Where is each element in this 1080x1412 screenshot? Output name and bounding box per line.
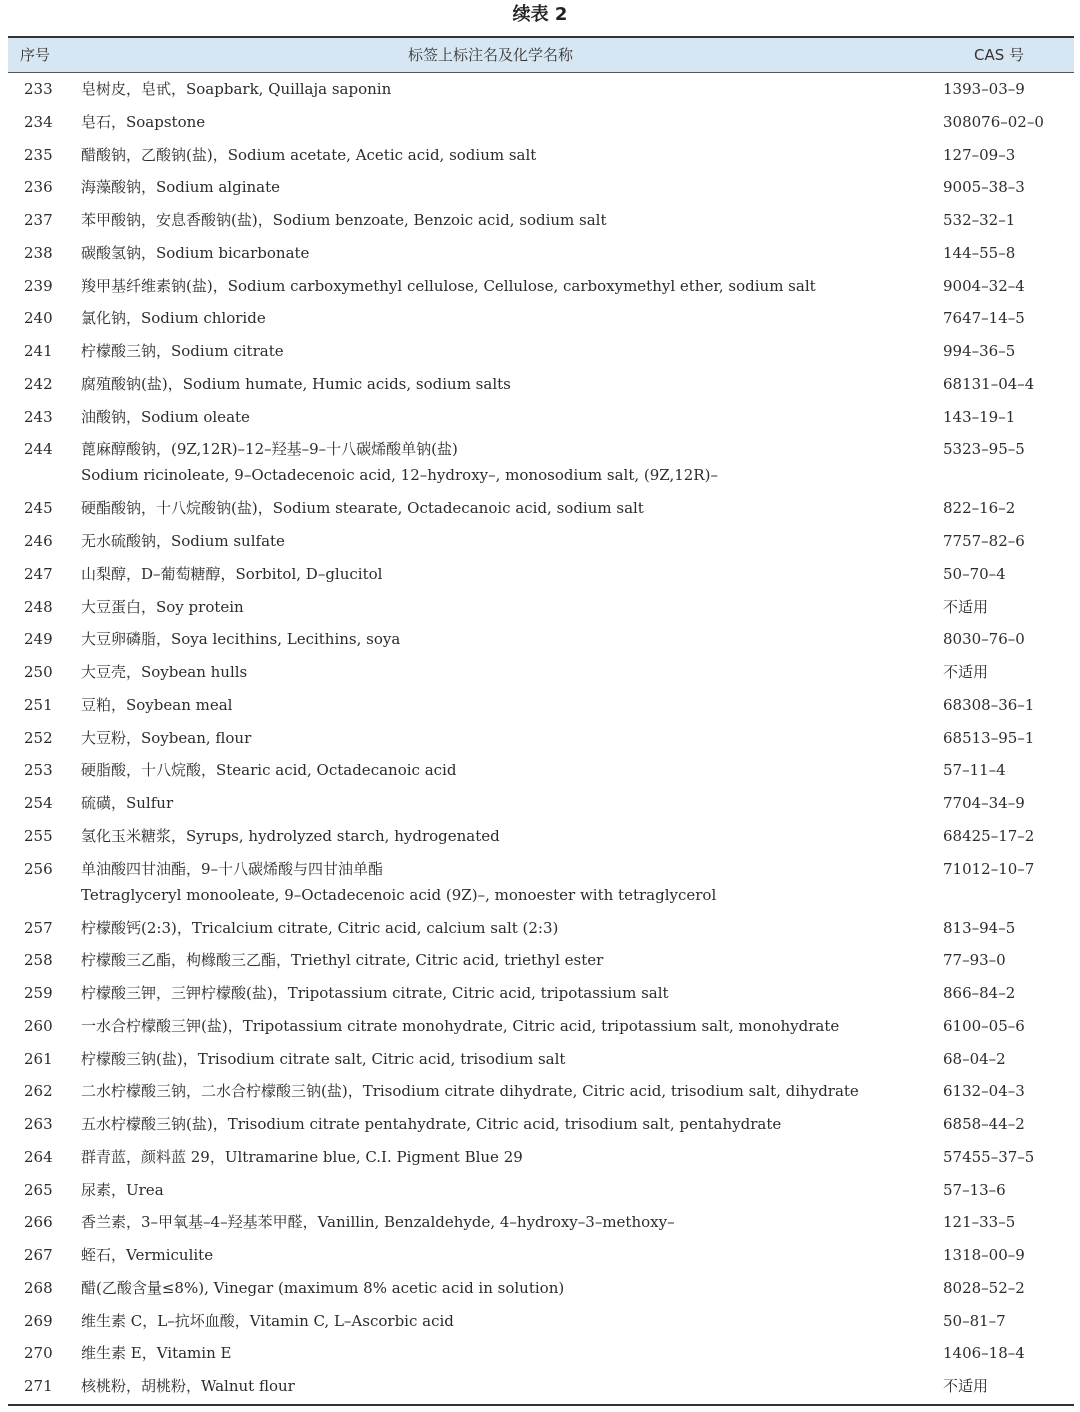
table-row [0, 1239, 1080, 1272]
row-num: 233 [24, 80, 53, 98]
row-num: 267 [24, 1246, 53, 1264]
row-name: 蓖麻醇酸钠，(9Z,12R)–12–羟基–9–十八碳烯酸单钠(盐) [81, 440, 458, 459]
row-num: 243 [24, 407, 53, 426]
row-cas: 127–09–3 [943, 145, 1016, 164]
row-name: 碳酸氢钠，Sodium bicarbonate [81, 243, 310, 262]
table-row [0, 787, 1080, 820]
row-num: 242 [24, 374, 53, 393]
row-cas: 813–94–5 [943, 918, 1016, 937]
table-row [0, 106, 1080, 139]
table-row [0, 73, 1080, 106]
row-cas: 144–55–8 [943, 243, 1016, 262]
row-name: 大豆壳，Soybean hulls [81, 663, 248, 681]
row-num: 259 [24, 984, 53, 1002]
row-name: 维生素 E，Vitamin E [81, 1344, 232, 1363]
row-num: 263 [24, 1115, 53, 1133]
row-cas: 57–13–6 [943, 1180, 1006, 1199]
row-num: 239 [24, 276, 53, 295]
row-name: 核桃粉，胡桃粉，Walnut flour [81, 1377, 295, 1395]
table-row [0, 401, 1080, 434]
row-cas: 57455–37–5 [943, 1147, 1035, 1166]
row-num: 258 [24, 951, 53, 970]
row-cas: 57–11–4 [943, 761, 1006, 780]
row-num: 251 [24, 695, 53, 714]
row-name: 单油酸四甘油酯，9–十八碳烯酸与四甘油单酯 [81, 859, 384, 878]
table-row [0, 623, 1080, 656]
row-cas: 1406–18–4 [943, 1344, 1025, 1363]
row-num: 250 [24, 663, 53, 681]
table-row [0, 1010, 1080, 1043]
row-name: 香兰素，3–甲氧基–4–羟基苯甲醛，Vanillin, Benzaldehyde, 4–hydroxy–3–methoxy– [81, 1213, 675, 1232]
row-name: 柠檬酸钙(2:3)，Tricalcium citrate, Citric acid, calcium salt (2:3) [81, 918, 559, 937]
table-title: 续表 2 [512, 4, 568, 25]
row-cas: 7757–82–6 [943, 532, 1025, 550]
row-name: 五水柠檬酸三钠(盐)，Trisodium citrate pentahydrate, Citric acid, trisodium salt, pentahydrate [81, 1115, 782, 1133]
row-name: 群青蓝，颜料蓝 29，Ultramarine blue, C.I. Pigment Blue 29 [81, 1147, 523, 1166]
table-row [0, 525, 1080, 558]
row-num: 237 [24, 211, 53, 229]
table-row [0, 139, 1080, 172]
table-row [0, 171, 1080, 204]
row-name: 硬酯酸钠，十八烷酸钠(盐)，Sodium stearate, Octadecanoic acid, sodium salt [81, 499, 644, 518]
row-num: 245 [24, 499, 53, 518]
row-name: 皂石，Soapstone [81, 112, 206, 131]
row-name: 柠檬酸三钠，Sodium citrate [81, 342, 284, 360]
row-name: 二水柠檬酸三钠，二水合柠檬酸三钠(盐)，Trisodium citrate dihydrate, Citric acid, trisodium salt, dihydrate [81, 1082, 859, 1101]
table-row [0, 368, 1080, 401]
row-num: 256 [24, 859, 53, 878]
row-num: 249 [24, 630, 53, 649]
row-name: 硬脂酸，十八烷酸，Stearic acid, Octadecanoic acid [81, 761, 457, 780]
row-cas: 9005–38–3 [943, 178, 1025, 197]
row-cas: 68425–17–2 [943, 826, 1035, 845]
table-row [0, 558, 1080, 591]
row-name: 氯化钠，Sodium chloride [81, 309, 266, 328]
row-num: 262 [24, 1082, 53, 1101]
header-cas: CAS 号 [974, 46, 1025, 64]
table-row [0, 335, 1080, 368]
row-cas: 822–16–2 [943, 499, 1016, 518]
row-name: 皂树皮，皂甙，Soapbark, Quillaja saponin [81, 80, 392, 98]
row-cas: 7704–34–9 [943, 794, 1025, 812]
row-cas: 6100–05–6 [943, 1016, 1025, 1035]
row-cas: 不适用 [943, 663, 989, 681]
row-name: 一水合柠檬酸三钾(盐)，Tripotassium citrate monohydrate, Citric acid, tripotassium salt, monohydrate [81, 1016, 840, 1035]
row-name: 蛭石，Vermiculite [81, 1246, 214, 1264]
row-name: 硫磺，Sulfur [81, 794, 174, 812]
row-num: 252 [24, 728, 53, 747]
row-num: 255 [24, 826, 53, 845]
row-cas: 143–19–1 [943, 407, 1016, 426]
row-name: 山梨醇，D–葡萄糖醇，Sorbitol, D–glucitol [81, 564, 383, 583]
table-body [0, 73, 1080, 1403]
table-row [0, 204, 1080, 237]
row-name: 海藻酸钠，Sodium alginate [81, 178, 281, 197]
table-row [0, 1370, 1080, 1403]
row-cas: 6858–44–2 [943, 1115, 1025, 1133]
row-num: 247 [24, 564, 53, 583]
row-name-line2: Sodium ricinoleate, 9–Octadecenoic acid, 12–hydroxy–, monosodium salt, (9Z,12R)– [81, 466, 718, 485]
row-cas: 77–93–0 [943, 951, 1006, 970]
row-num: 270 [24, 1344, 53, 1363]
row-name: 苯甲酸钠，安息香酸钠(盐)，Sodium benzoate, Benzoic acid, sodium salt [81, 211, 607, 229]
row-cas: 994–36–5 [943, 342, 1016, 360]
row-num: 254 [24, 794, 53, 812]
row-name: 腐殖酸钠(盐)，Sodium humate, Humic acids, sodium salts [81, 374, 511, 393]
table-row [0, 912, 1080, 945]
row-name: 油酸钠，Sodium oleate [81, 407, 250, 426]
row-num: 269 [24, 1311, 53, 1330]
row-name: 维生素 C，L–抗坏血酸，Vitamin C, L–Ascorbic acid [81, 1311, 454, 1330]
row-num: 236 [24, 178, 53, 197]
row-name: 无水硫酸钠，Sodium sulfate [81, 532, 285, 550]
row-num: 261 [24, 1049, 53, 1068]
table-bottom-rule [8, 1404, 1074, 1406]
row-name: 醋酸钠，乙酸钠(盐)，Sodium acetate, Acetic acid, sodium salt [81, 145, 537, 164]
row-name: 氢化玉米糖浆，Syrups, hydrolyzed starch, hydrogenated [81, 826, 500, 845]
row-cas: 1318–00–9 [943, 1246, 1025, 1264]
row-name: 大豆卵磷脂，Soya lecithins, Lecithins, soya [81, 630, 401, 649]
table-row [0, 1174, 1080, 1207]
row-cas: 68131–04–4 [943, 374, 1035, 393]
row-cas: 68–04–2 [943, 1049, 1006, 1068]
table-row [0, 722, 1080, 755]
row-cas: 8028–52–2 [943, 1278, 1025, 1297]
row-cas: 50–81–7 [943, 1311, 1006, 1330]
table-row [0, 1043, 1080, 1076]
row-name: 羧甲基纤维素钠(盐)，Sodium carboxymethyl cellulose, Cellulose, carboxymethyl ether, sodium salt [81, 276, 816, 295]
table-row [0, 1272, 1080, 1305]
row-name: 大豆粉，Soybean, flour [81, 728, 252, 747]
row-name: 尿素，Urea [81, 1180, 164, 1199]
table-row [0, 270, 1080, 303]
row-name: 豆粕，Soybean meal [81, 695, 233, 714]
row-num: 253 [24, 761, 53, 780]
row-num: 234 [24, 112, 53, 131]
row-cas: 9004–32–4 [943, 276, 1025, 295]
row-name: 柠檬酸三乙酯，枸橼酸三乙酯，Triethyl citrate, Citric acid, triethyl ester [81, 951, 604, 970]
row-name: 大豆蛋白，Soy protein [81, 597, 244, 616]
row-num: 235 [24, 145, 53, 164]
row-cas: 121–33–5 [943, 1213, 1016, 1232]
row-num: 266 [24, 1213, 53, 1232]
table-row [0, 656, 1080, 689]
row-cas: 308076–02–0 [943, 112, 1044, 131]
row-num: 238 [24, 243, 53, 262]
row-cas: 不适用 [943, 1377, 989, 1395]
row-cas: 50–70–4 [943, 564, 1006, 583]
row-cas: 不适用 [943, 597, 989, 616]
table-row [0, 1075, 1080, 1108]
table-row [0, 302, 1080, 335]
header-name: 标签上标注名及化学名称 [408, 46, 574, 64]
table-row [0, 1206, 1080, 1239]
table-row [0, 689, 1080, 722]
table-row [0, 944, 1080, 977]
row-num: 244 [24, 440, 53, 459]
table-row [0, 591, 1080, 624]
row-cas: 532–32–1 [943, 211, 1016, 229]
row-num: 240 [24, 309, 53, 328]
header-num: 序号 [20, 46, 51, 64]
table-row [0, 1305, 1080, 1338]
row-num: 265 [24, 1180, 53, 1199]
table-row [0, 1337, 1080, 1370]
row-num: 271 [24, 1377, 53, 1395]
row-num: 260 [24, 1016, 53, 1035]
row-name: 柠檬酸三钾，三钾柠檬酸(盐)，Tripotassium citrate, Citric acid, tripotassium salt [81, 984, 669, 1002]
row-num: 241 [24, 342, 53, 360]
table-row [0, 237, 1080, 270]
row-num: 246 [24, 532, 53, 550]
row-cas: 68513–95–1 [943, 728, 1035, 747]
row-num: 248 [24, 597, 53, 616]
table-row [0, 820, 1080, 853]
table-row [0, 1141, 1080, 1174]
table-row [0, 853, 1080, 912]
table-row [0, 492, 1080, 525]
row-name: 醋(乙酸含量≤8%), Vinegar (maximum 8% acetic acid in solution) [81, 1278, 565, 1297]
row-cas: 68308–36–1 [943, 695, 1035, 714]
row-num: 257 [24, 918, 53, 937]
row-num: 264 [24, 1147, 53, 1166]
table-row [0, 1108, 1080, 1141]
row-cas: 866–84–2 [943, 984, 1016, 1002]
row-cas: 1393–03–9 [943, 80, 1025, 98]
row-name: 柠檬酸三钠(盐)，Trisodium citrate salt, Citric acid, trisodium salt [81, 1049, 566, 1068]
table-row [0, 433, 1080, 492]
table-row [0, 754, 1080, 787]
table-header [8, 38, 1074, 72]
row-cas: 8030–76–0 [943, 630, 1025, 649]
row-cas: 5323–95–5 [943, 440, 1025, 459]
row-cas: 7647–14–5 [943, 309, 1025, 328]
table-row [0, 977, 1080, 1010]
row-num: 268 [24, 1278, 53, 1297]
row-cas: 6132–04–3 [943, 1082, 1025, 1101]
row-name-line2: Tetraglyceryl monooleate, 9–Octadecenoic acid (9Z)–, monoester with tetraglycerol [81, 885, 717, 904]
row-cas: 71012–10–7 [943, 859, 1035, 878]
